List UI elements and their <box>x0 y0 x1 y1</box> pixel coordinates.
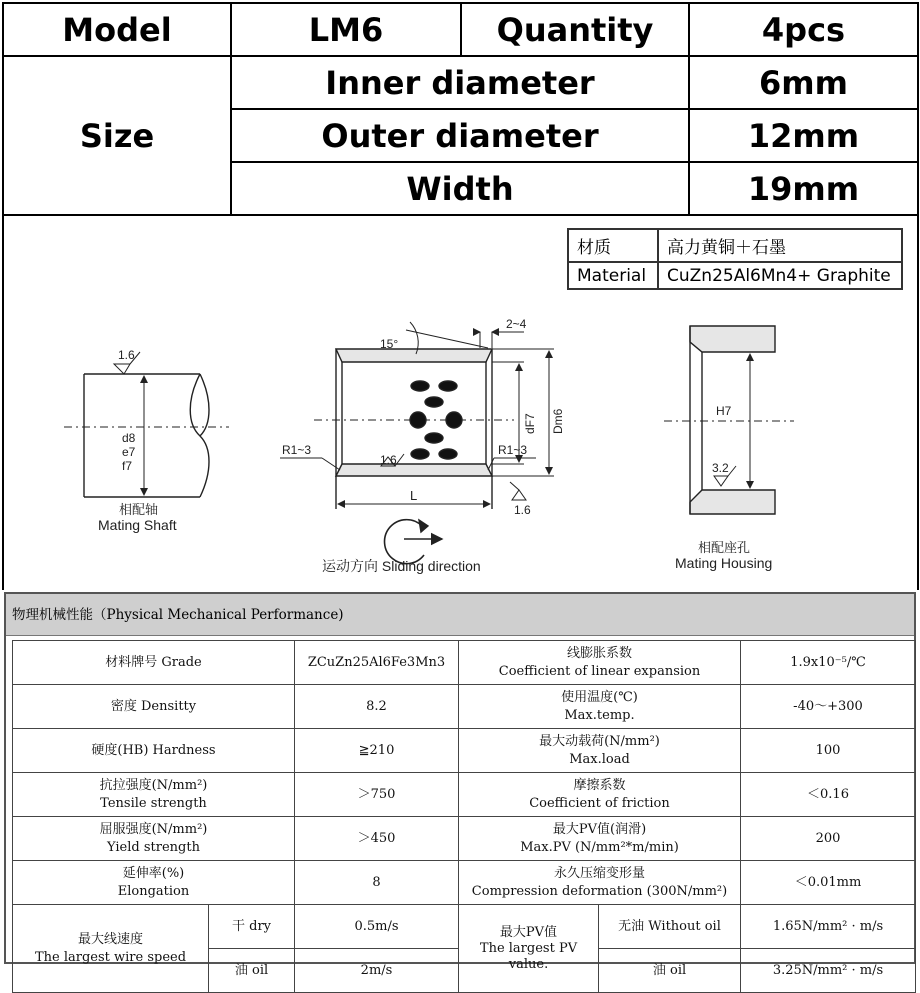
shaft-roughness: 1.6 <box>118 348 135 362</box>
row-maxload-value: 100 <box>741 729 916 773</box>
outer-dim-label: Dm6 <box>551 408 565 434</box>
angle-label: 15° <box>380 337 399 351</box>
housing-fit-label: H7 <box>716 404 732 418</box>
shaft-fit-d8: d8 <box>122 431 136 445</box>
housing-caption-zh: 相配座孔 <box>698 540 751 555</box>
inner-roughness-label: 1.6 <box>380 453 397 467</box>
inner-diameter-value: 6mm <box>689 56 918 109</box>
housing-caption-en: Mating Housing <box>675 555 773 571</box>
row-grade-label: 材料牌号 Grade <box>13 641 295 685</box>
shaft-caption-en: Mating Shaft <box>98 517 177 533</box>
row-temp-label: 使用温度(℃) Max.temp. <box>459 685 741 729</box>
row-maxload-label: 最大动载荷(N/mm²) Max.load <box>459 729 741 773</box>
row-temp-value: -40～+300 <box>741 685 916 729</box>
performance-title: 物理机械性能（Physical Mechanical Performance) <box>6 594 914 636</box>
row-expansion-label: 线膨胀系数 Coefficient of linear expansion <box>459 641 741 685</box>
row-hardness-label: 硬度(HB) Hardness <box>13 729 295 773</box>
row-maxpv-label: 最大PV值(润滑) Max.PV (N/mm²*m/min) <box>459 817 741 861</box>
shaft-fit-e7: e7 <box>122 445 136 459</box>
material-zh-value: 高力黄铜＋石墨 <box>658 229 902 262</box>
material-en-value: CuZn25Al6Mn4+ Graphite <box>658 262 902 289</box>
row-tensile-label: 抗拉强度(N/mm²) Tensile strength <box>13 773 295 817</box>
material-zh-label: 材质 <box>568 229 658 262</box>
shaft-fit-f7: f7 <box>122 459 133 473</box>
pv-oil-value: 3.25N/mm² · m/s <box>741 949 916 993</box>
outer-diameter-value: 12mm <box>689 109 918 162</box>
length-label: L <box>410 488 418 503</box>
inner-diameter-label: Inner diameter <box>231 56 689 109</box>
mating-housing-figure <box>664 326 794 514</box>
speed-oil-label: 油 oil <box>209 949 295 993</box>
row-density-value: 8.2 <box>295 685 459 729</box>
mating-shaft-figure <box>64 352 229 497</box>
row-tensile-value: ＞750 <box>295 773 459 817</box>
row-yield-label: 屈服强度(N/mm²) Yield strength <box>13 817 295 861</box>
pv-without-oil-value: 1.65N/mm² · m/s <box>741 905 916 949</box>
pv-oil-label: 油 oil <box>599 949 741 993</box>
row-friction-label: 摩擦系数 Coefficient of friction <box>459 773 741 817</box>
shaft-caption-zh: 相配轴 <box>119 502 159 517</box>
material-table <box>567 228 903 290</box>
performance-panel <box>4 592 916 978</box>
quantity-value: 4pcs <box>689 3 918 56</box>
speed-label: 最大线速度 The largest wire speed <box>13 905 209 993</box>
speed-dry-label: 干 dry <box>209 905 295 949</box>
radius-right-label: R1~3 <box>498 443 528 457</box>
row-elongation-label: 延伸率(%) Elongation <box>13 861 295 905</box>
bore-fit-label: dF7 <box>523 413 537 434</box>
spec-table <box>2 2 919 216</box>
width-value: 19mm <box>689 162 918 215</box>
performance-table <box>12 640 916 993</box>
row-compression-label: 永久压缩变形量 Compression deformation (300N/mm²) <box>459 861 741 905</box>
pv-label: 最大PV值 The largest PV value. <box>459 905 599 993</box>
housing-roughness-label: 3.2 <box>712 461 729 475</box>
width-label: Width <box>231 162 689 215</box>
row-hardness-value: ≧210 <box>295 729 459 773</box>
chamfer-label: 2~4 <box>506 317 527 331</box>
material-en-label: Material <box>568 262 658 289</box>
speed-dry-value: 0.5m/s <box>295 905 459 949</box>
speed-oil-value: 2m/s <box>295 949 459 993</box>
model-label: Model <box>3 3 231 56</box>
row-elongation-value: 8 <box>295 861 459 905</box>
model-value: LM6 <box>231 3 461 56</box>
quantity-label: Quantity <box>461 3 689 56</box>
row-yield-value: ＞450 <box>295 817 459 861</box>
row-expansion-value: 1.9x10⁻⁵/℃ <box>741 641 916 685</box>
radius-left-label: R1~3 <box>282 443 312 457</box>
outer-diameter-label: Outer diameter <box>231 109 689 162</box>
row-compression-value: ＜0.01mm <box>741 861 916 905</box>
pv-without-oil-label: 无油 Without oil <box>599 905 741 949</box>
row-friction-value: ＜0.16 <box>741 773 916 817</box>
size-label: Size <box>3 56 231 215</box>
outer-roughness-label: 1.6 <box>514 503 531 517</box>
row-maxpv-value: 200 <box>741 817 916 861</box>
row-density-label: 密度 Densitty <box>13 685 295 729</box>
sliding-caption: 运动方向 Sliding direction <box>322 558 481 574</box>
row-grade-value: ZCuZn25Al6Fe3Mn3 <box>295 641 459 685</box>
